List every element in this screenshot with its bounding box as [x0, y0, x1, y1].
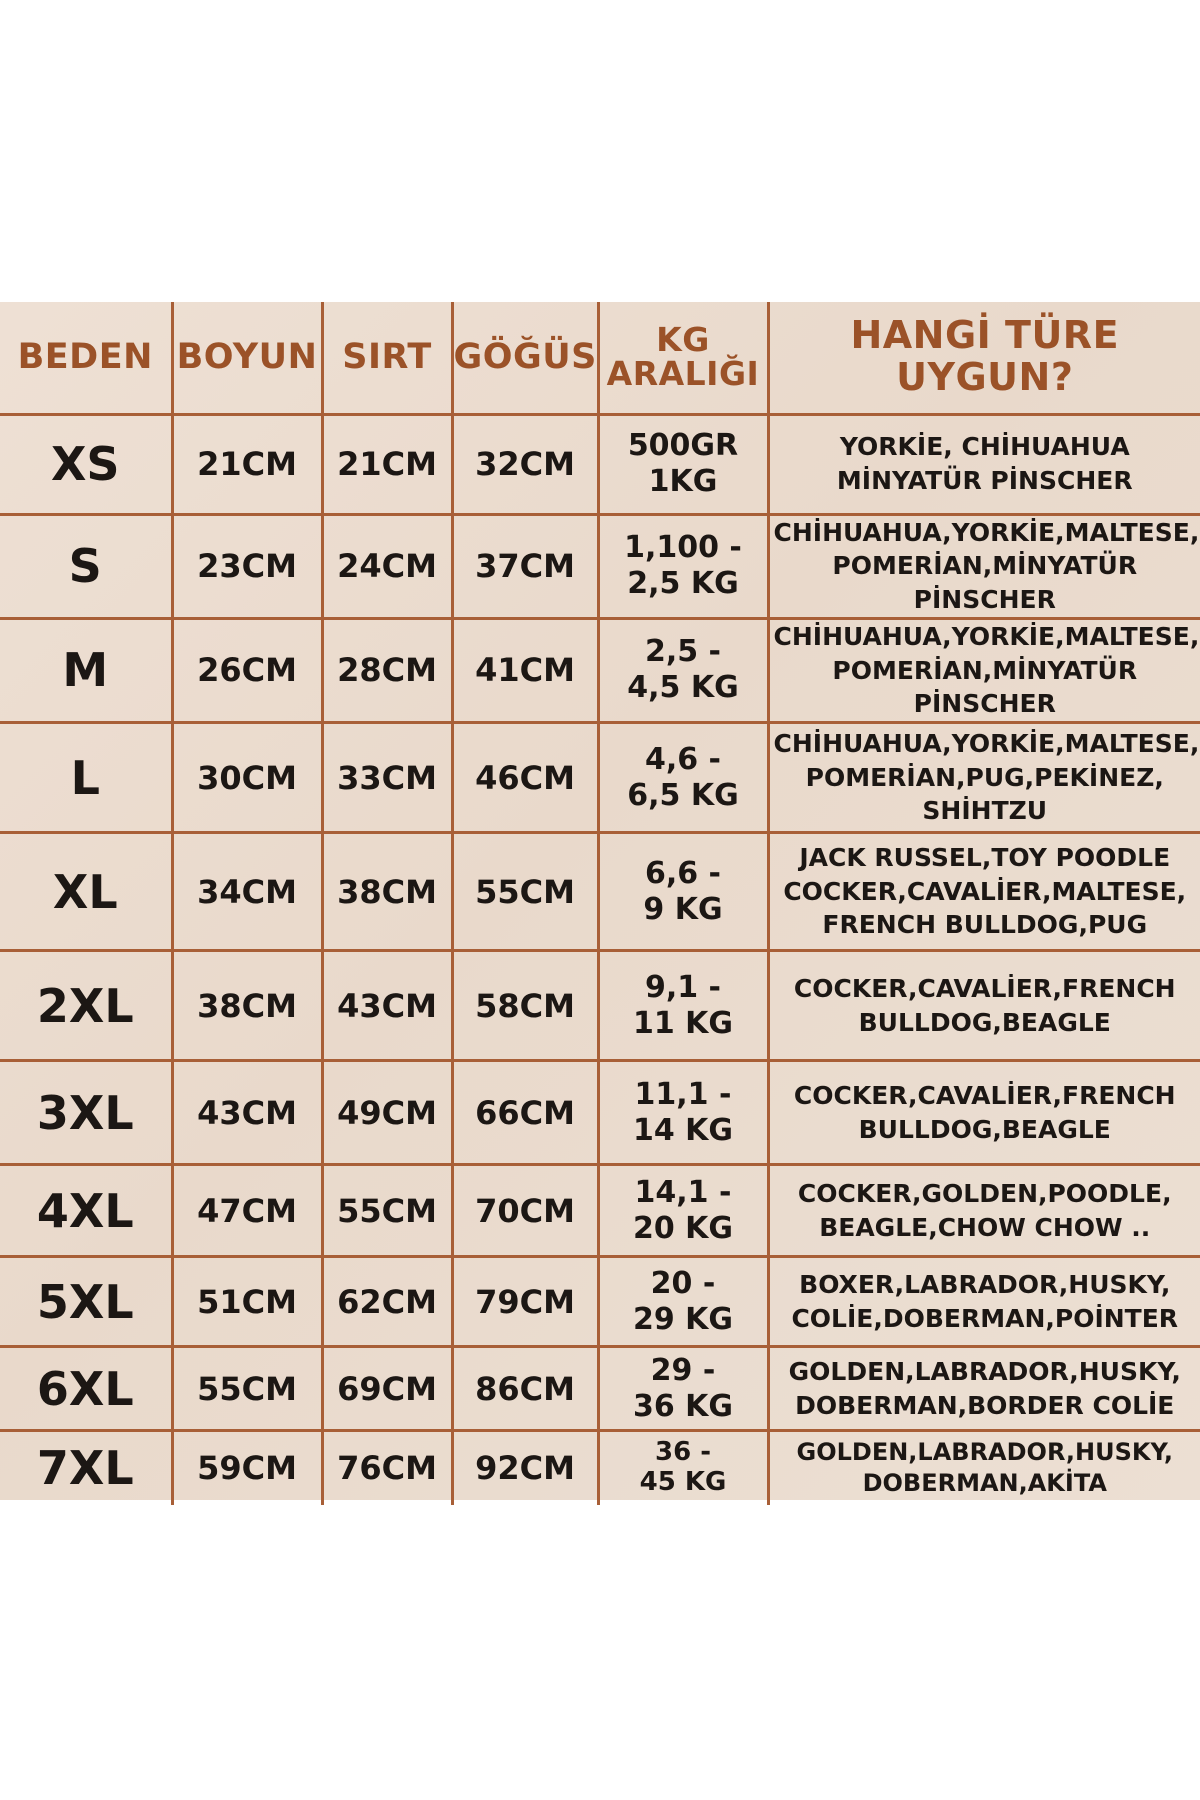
header-breeds: HANGİ TÜRE UYGUN?	[768, 302, 1200, 414]
gogus-cell: 79CM	[452, 1257, 598, 1347]
breeds-cell: GOLDEN,LABRADOR,HUSKY, DOBERMAN,AKİTA	[796, 1438, 1173, 1498]
gogus-cell: 66CM	[452, 1061, 598, 1165]
table-row	[0, 1257, 1200, 1347]
sirt-cell: 62CM	[322, 1257, 452, 1347]
size-cell: L	[0, 723, 172, 833]
breeds-cell: CHİHUAHUA,YORKİE,MALTESE, POMERİAN,MİNYATÜR PİNSCHER	[768, 514, 1200, 618]
size-cell: XL	[0, 833, 172, 951]
gogus-cell: 55CM	[452, 833, 598, 951]
sirt-cell: 28CM	[322, 618, 452, 722]
sirt-cell: 43CM	[322, 951, 452, 1061]
header-gogus: GÖĞÜS	[452, 302, 598, 414]
gogus-cell: 58CM	[452, 951, 598, 1061]
breeds-cell: COCKER,CAVALİER,FRENCH BULLDOG,BEAGLE	[768, 951, 1200, 1061]
sirt-cell: 38CM	[322, 833, 452, 951]
header-beden: BEDEN	[0, 302, 172, 414]
breeds-cell: CHİHUAHUA,YORKİE,MALTESE, POMERİAN,MİNYATÜR PİNSCHER	[768, 618, 1200, 722]
kg-cell: 36 - 45 KG	[598, 1431, 768, 1505]
boyun-cell: 34CM	[172, 833, 322, 951]
size-cell: 6XL	[0, 1347, 172, 1431]
kg-cell: 14,1 - 20 KG	[598, 1165, 768, 1257]
kg-cell: 9,1 - 11 KG	[598, 951, 768, 1061]
gogus-cell: 32CM	[452, 414, 598, 514]
sirt-cell: 55CM	[322, 1165, 452, 1257]
size-cell: 4XL	[0, 1165, 172, 1257]
table-row	[0, 1347, 1200, 1431]
gogus-cell: 37CM	[452, 514, 598, 618]
gogus-cell: 86CM	[452, 1347, 598, 1431]
sirt-cell: 33CM	[322, 723, 452, 833]
table-row	[0, 951, 1200, 1061]
header-sirt: SIRT	[322, 302, 452, 414]
gogus-cell: 92CM	[452, 1431, 598, 1505]
kg-cell: 6,6 - 9 KG	[598, 833, 768, 951]
boyun-cell: 38CM	[172, 951, 322, 1061]
boyun-cell: 55CM	[172, 1347, 322, 1431]
breeds-cell: YORKİE, CHİHUAHUA MİNYATÜR PİNSCHER	[768, 414, 1200, 514]
size-cell: 5XL	[0, 1257, 172, 1347]
breeds-cell: COCKER,CAVALİER,FRENCH BULLDOG,BEAGLE	[768, 1061, 1200, 1165]
sirt-cell: 49CM	[322, 1061, 452, 1165]
breeds-cell: GOLDEN,LABRADOR,HUSKY, DOBERMAN,BORDER COLİE	[768, 1347, 1200, 1431]
kg-cell: 29 - 36 KG	[598, 1347, 768, 1431]
table-row	[0, 618, 1200, 722]
header-row	[0, 302, 1200, 414]
sirt-cell: 24CM	[322, 514, 452, 618]
size-cell: S	[0, 514, 172, 618]
boyun-cell: 30CM	[172, 723, 322, 833]
gogus-cell: 41CM	[452, 618, 598, 722]
size-cell: 3XL	[0, 1061, 172, 1165]
header-kg-araligi: KG ARALIĞI	[598, 302, 768, 414]
size-cell: XS	[0, 414, 172, 514]
breeds-cell: COCKER,GOLDEN,POODLE, BEAGLE,CHOW CHOW ..	[768, 1165, 1200, 1257]
table-row	[0, 414, 1200, 514]
kg-cell: 20 - 29 KG	[598, 1257, 768, 1347]
breeds-cell: CHİHUAHUA,YORKİE,MALTESE, POMERİAN,PUG,PEKİNEZ, SHİHTZU	[768, 723, 1200, 833]
kg-cell: 11,1 - 14 KG	[598, 1061, 768, 1165]
boyun-cell: 26CM	[172, 618, 322, 722]
sirt-cell: 21CM	[322, 414, 452, 514]
header-boyun: BOYUN	[172, 302, 322, 414]
kg-cell: 500GR 1KG	[598, 414, 768, 514]
size-cell: 7XL	[0, 1431, 172, 1505]
kg-cell: 4,6 - 6,5 KG	[598, 723, 768, 833]
table-row	[0, 514, 1200, 618]
size-chart	[0, 302, 1200, 1500]
boyun-cell: 59CM	[172, 1431, 322, 1505]
boyun-cell: 43CM	[172, 1061, 322, 1165]
sirt-cell: 76CM	[322, 1431, 452, 1505]
breeds-cell: BOXER,LABRADOR,HUSKY, COLİE,DOBERMAN,POİNTER	[768, 1257, 1200, 1347]
kg-cell: 1,100 - 2,5 KG	[598, 514, 768, 618]
table-row	[0, 833, 1200, 951]
table-row	[0, 1165, 1200, 1257]
table-row	[0, 1061, 1200, 1165]
size-cell: M	[0, 618, 172, 722]
size-cell: 2XL	[0, 951, 172, 1061]
size-table	[0, 302, 1200, 1505]
gogus-cell: 46CM	[452, 723, 598, 833]
boyun-cell: 47CM	[172, 1165, 322, 1257]
boyun-cell: 51CM	[172, 1257, 322, 1347]
table-row	[0, 723, 1200, 833]
table-row	[0, 1431, 1200, 1505]
breeds-cell: JACK RUSSEL,TOY POODLE COCKER,CAVALİER,MALTESE, FRENCH BULLDOG,PUG	[768, 833, 1200, 951]
kg-cell: 2,5 - 4,5 KG	[598, 618, 768, 722]
gogus-cell: 70CM	[452, 1165, 598, 1257]
sirt-cell: 69CM	[322, 1347, 452, 1431]
boyun-cell: 21CM	[172, 414, 322, 514]
boyun-cell: 23CM	[172, 514, 322, 618]
